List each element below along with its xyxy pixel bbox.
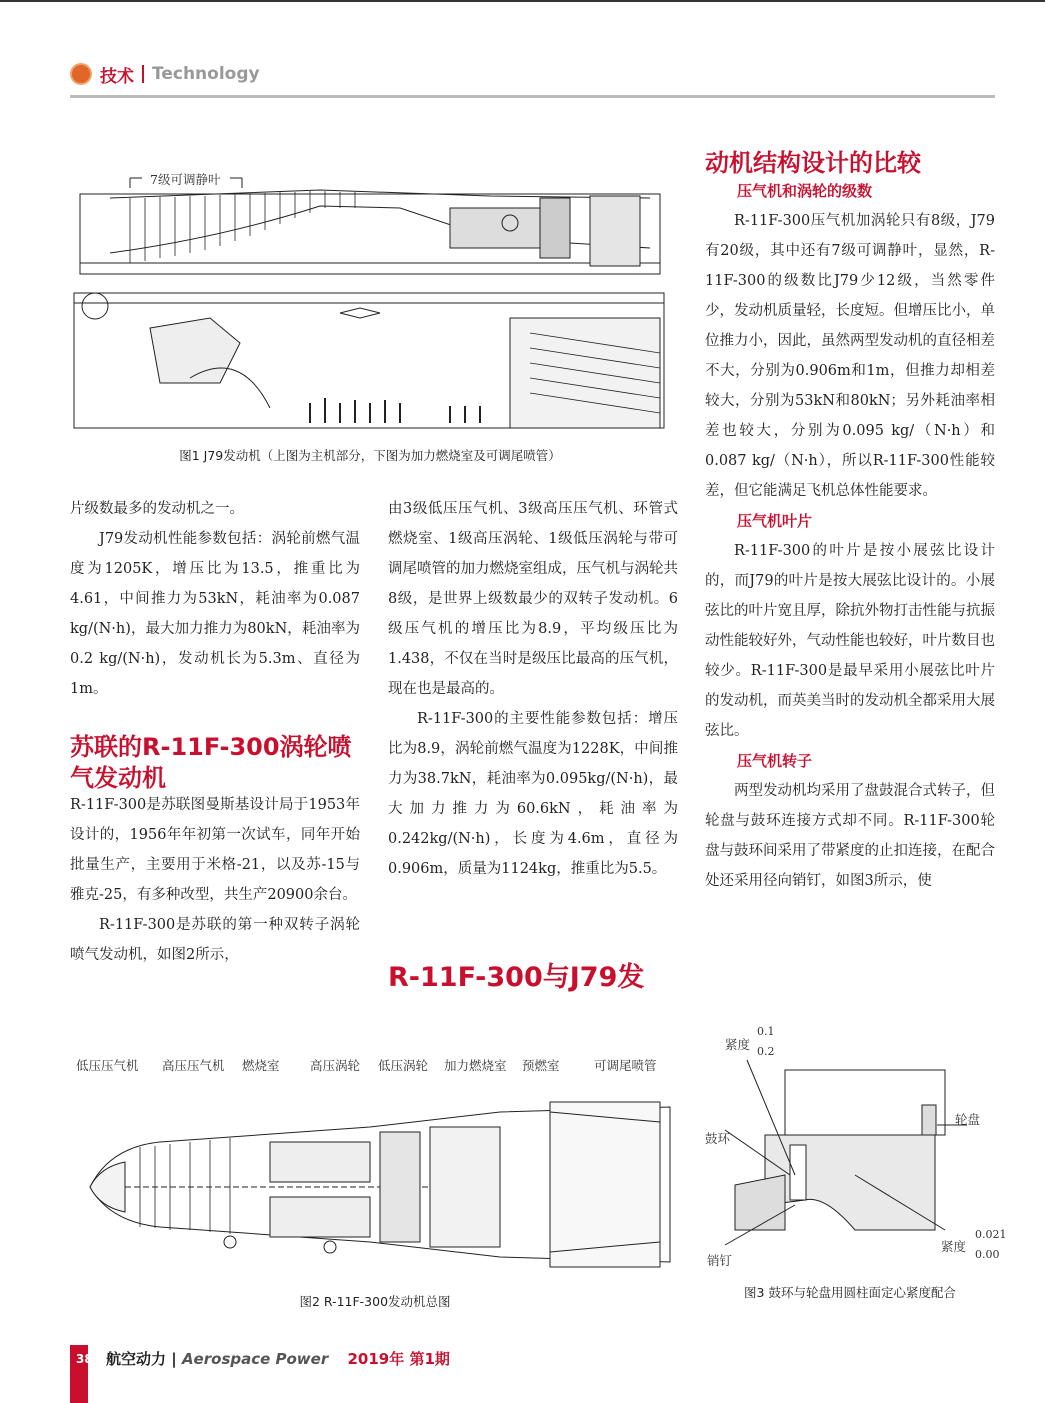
paragraph: R-11F-300是苏联图曼斯基设计局于1953年设计的，1956年年初第一次试车，同年开始批量生产，主要用于米格-21，以及苏-15与雅克-25，有多种改型，共生产20900余台。 [70,797,360,903]
journal-issue: 2019年 第1期 [347,1350,450,1368]
fig1-label-vanes: 7级可调静叶 [150,172,221,187]
footer-journal: 航空动力 | Aerospace Power 2019年 第1期 [106,1350,450,1368]
fig3-tight-top-a: 0.1 [757,1025,775,1038]
column-3 [705,206,995,896]
column-2 [388,494,678,884]
paragraph: R-11F-300的主要性能参数包括：增压比为8.9，涡轮前燃气温度为1228K，中间推力为38.7kN，耗油率为0.095kg/(N·h)，最大加力推力为60.6kN，耗油率为0.242kg/(N·h)，长度为4.6m，直径为0.906m，质量为1124kg，推重比为5.5。 [388,711,678,877]
journal-name-en: Aerospace Power [181,1350,329,1368]
section-heading-comparison-cont: 动机结构设计的比较 [705,149,921,177]
running-header [70,58,260,90]
j79-engine-drawing [70,168,670,438]
header-category: 技术 [100,66,134,87]
paragraph: 两型发动机均采用了盘鼓混合式转子，但轮盘与鼓环连接方式却不同。R-11F-300轮盘与鼓环间采用了带紧度的止扣连接，在配合处还采用径向销钉，如图3所示，使 [705,783,995,889]
fig2-label: 高压压气机 [162,1058,225,1073]
column-1-cont [70,790,360,970]
page-number: 38 [76,1352,93,1366]
header-divider [142,65,144,83]
subheading-stages: 压气机和涡轮的级数 [737,182,873,200]
fig3-caption: 图3 鼓环与轮盘用圆柱面定心紧度配合 [744,1285,956,1300]
fig2-label: 加力燃烧室 [444,1058,507,1073]
journal-logo-icon [70,63,92,85]
fig3-tightness-bottom: 紧度 [941,1239,967,1254]
fig1-caption: 图1 J79发动机（上图为主机部分，下图为加力燃烧室及可调尾喷管） [179,448,561,463]
fig2-label: 低压涡轮 [378,1058,429,1073]
figure-3 [705,1025,1005,1275]
section-heading-r11f: 苏联的R-11F-300涡轮喷气发动机 [70,733,352,792]
header-rule [70,95,995,98]
header-category-en: Technology [152,64,260,84]
paragraph: J79发动机性能参数包括：涡轮前燃气温度为1205K，增压比为13.5，推重比为4.61，中间推力为53kN，耗油率为0.087 kg/(N·h)，最大加力推力为80kN，耗油率为0.2 kg/(N·h)，发动机长为5.3m、直径为1m。 [70,531,360,697]
fig2-label: 可调尾喷管 [594,1058,657,1073]
fig3-tight-bot-b: 0.00 [975,1248,1000,1261]
paragraph: 片级数最多的发动机之一。 [70,501,244,517]
fig2-label: 预燃室 [522,1058,560,1073]
figure-2 [70,1052,680,1282]
fig3-drum-label: 鼓环 [705,1131,731,1146]
figure-1 [70,168,670,438]
fig3-tightness-top: 紧度 [725,1037,751,1052]
fig2-label: 低压压气机 [76,1058,139,1073]
subheading-blades: 压气机叶片 [737,512,813,530]
fig3-tight-top-b: 0.2 [757,1045,775,1058]
subheading-rotor: 压气机转子 [737,752,813,770]
top-border [0,0,1045,2]
fig2-caption: 图2 R-11F-300发动机总图 [299,1294,451,1309]
paragraph: R-11F-300是苏联的第一种双转子涡轮喷气发动机，如图2所示， [70,917,360,963]
fig3-disk-label: 轮盘 [955,1112,981,1127]
column-1 [70,494,360,704]
paragraph: R-11F-300的叶片是按小展弦比设计的，而J79的叶片是按大展弦比设计的。小展弦比的叶片宽且厚，除抗外物打击性能与抗振动性能较好外，气动性能也较好，叶片数目也较少。R-11F-300是最早采用小展弦比叶片的发动机，而英美当时的发动机全都采用大展弦比。 [705,543,995,739]
section-heading-comparison: R-11F-300与J79发 [388,962,645,993]
journal-name: 航空动力 [106,1350,167,1368]
r11f-engine-drawing [70,1052,680,1282]
fig3-tight-bot-a: 0.021 [975,1228,1007,1241]
fig2-label: 燃烧室 [242,1058,280,1073]
paragraph: R-11F-300压气机加涡轮只有8级，J79有20级，其中还有7级可调静叶，显然，R-11F-300的级数比J79少12级，当然零件少，发动机质量轻，长度短。但增压比小，单位推力小，因此，虽然两型发动机的直径相差不大，分别为0.906m和1m，但推力却相差较大，分别为53kN和80kN；另外耗油率相差也较大，分别为0.095 kg/（N·h）和0.087 kg/（N·h），所以R-11F-300性能较差，但它能满足飞机总体性能要求。 [705,213,995,499]
fig3-pin-label: 销钉 [707,1253,733,1268]
fig2-label: 高压涡轮 [310,1058,361,1073]
paragraph: 由3级低压压气机、3级高压压气机、环管式燃烧室、1级高压涡轮、1级低压涡轮与带可调尾喷管的加力燃烧室组成，压气机与涡轮共8级，是世界上级数最少的双转子发动机。6级压气机的增压比为8.9，平均级压比为1.438，不仅在当时是级压比最高的压气机，现在也是最高的。 [388,501,678,697]
